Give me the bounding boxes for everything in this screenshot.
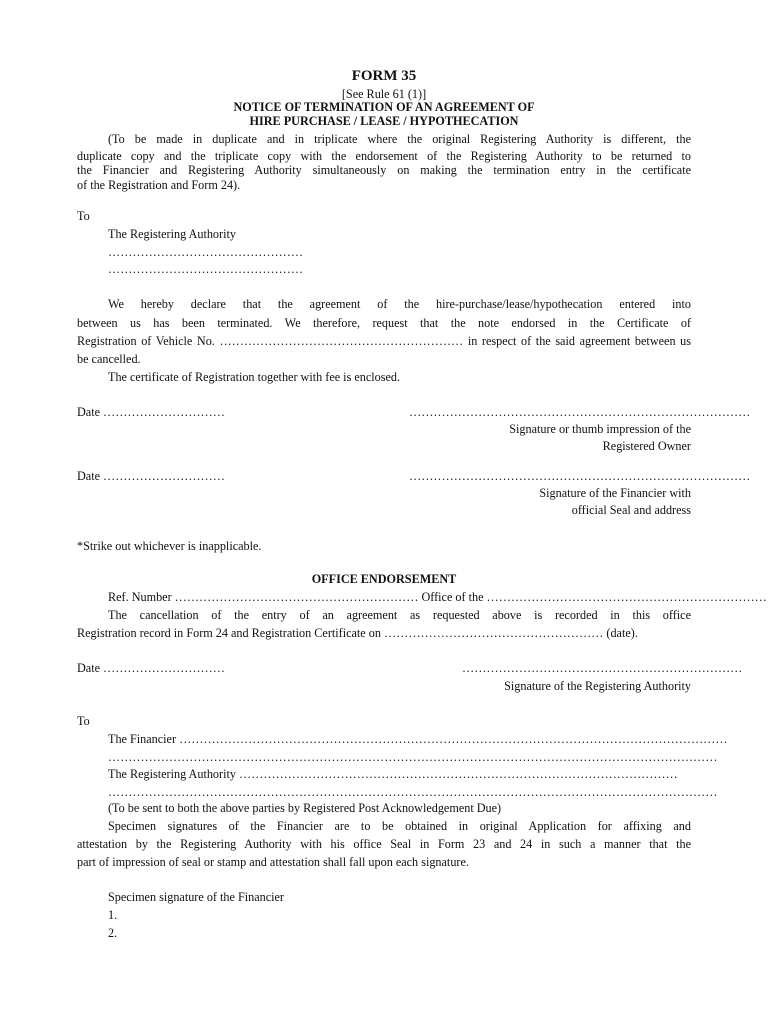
declaration-line-2: between us has been terminated. We therefore, request that the note endorsed in the Certificate of bbox=[77, 316, 691, 330]
endorsement-text-line-1: The cancellation of the entry of an agreement as requested above is recorded in this office bbox=[108, 608, 691, 622]
specimen-signature-heading: Specimen signature of the Financier bbox=[108, 890, 284, 904]
strike-out-note: *Strike out whichever is inapplicable. bbox=[77, 539, 262, 553]
declaration-line-3: Registration of Vehicle No. …………………………………………………… in respect of the said agreement between us bbox=[77, 334, 691, 348]
specimen-item-2: 2. bbox=[108, 926, 118, 940]
authority-signature-caption: Signature of the Registering Authority bbox=[504, 679, 691, 693]
ref-number-line: Ref. Number …………………………………………………… Office of the …………………………………………………………… bbox=[108, 590, 767, 604]
authority-signature-line: …………………………………………………………… bbox=[462, 661, 743, 675]
intro-line-1: (To be made in duplicate and in triplicate where the original Registering Authority is different, the bbox=[108, 132, 691, 146]
specimen-text-line-2: attestation by the Registering Authority with his office Seal in Form 23 and 24 in such a manner that the bbox=[77, 837, 691, 851]
financier-address-line: The Financier ……………………………………………………………………………………………………………………… bbox=[108, 732, 728, 746]
specimen-item-1: 1. bbox=[108, 908, 118, 922]
address-line-2: ………………………………………… bbox=[108, 262, 303, 276]
intro-line-2: duplicate copy and the triplicate copy with the endorsement of the Registering Authority to be returned to bbox=[77, 149, 691, 163]
authority-address-line: The Registering Authority ……………………………………………………………………………………………… bbox=[108, 767, 678, 781]
financier-signature-caption-2: official Seal and address bbox=[571, 503, 691, 517]
financier-date: Date ………………………… bbox=[77, 469, 225, 483]
to-label: To bbox=[77, 209, 90, 223]
intro-line-3: the Financier and Registering Authority simultaneously on making the termination entry in the certificate bbox=[77, 163, 691, 177]
form-title-line-2: HIRE PURCHASE / LEASE / HYPOTHECATION bbox=[249, 114, 519, 128]
financier-dotted-line: …………………………………………………………………………………………………………………………………… bbox=[108, 750, 718, 764]
rule-reference: [See Rule 61 (1)] bbox=[341, 87, 427, 101]
endorsement-date: Date ………………………… bbox=[77, 661, 225, 675]
endorsement-text-line-2: Registration record in Form 24 and Registration Certificate on ……………………………………………… (date). bbox=[77, 626, 638, 640]
enclosure-note: The certificate of Registration together with fee is enclosed. bbox=[108, 370, 401, 384]
owner-signature-line: ………………………………………………………………………… bbox=[409, 405, 751, 419]
declaration-line-1: We hereby declare that the agreement of the hire-purchase/lease/hypothecation entered into bbox=[108, 297, 691, 311]
owner-signature-caption-1: Signature or thumb impression of the bbox=[509, 422, 691, 436]
address-line-1: ………………………………………… bbox=[108, 245, 303, 259]
authority-dotted-line: …………………………………………………………………………………………………………………………………… bbox=[108, 785, 718, 799]
postal-note: (To be sent to both the above parties by Registered Post Acknowledgement Due) bbox=[108, 801, 502, 815]
registering-authority-label: The Registering Authority bbox=[108, 227, 236, 241]
form-title-line-1: NOTICE OF TERMINATION OF AN AGREEMENT OF bbox=[233, 100, 535, 114]
intro-line-4: of the Registration and Form 24). bbox=[77, 178, 241, 192]
specimen-text-line-1: Specimen signatures of the Financier are to be obtained in original Application for affixing and bbox=[108, 819, 691, 833]
form-number: FORM 35 bbox=[351, 68, 417, 84]
owner-signature-caption-2: Registered Owner bbox=[602, 439, 691, 453]
financier-signature-caption-1: Signature of the Financier with bbox=[539, 486, 691, 500]
declaration-line-4: be cancelled. bbox=[77, 352, 141, 366]
to-label-2: To bbox=[77, 714, 90, 728]
financier-signature-line: ………………………………………………………………………… bbox=[409, 469, 751, 483]
specimen-text-line-3: part of impression of seal or stamp and attestation shall fall upon each signature. bbox=[77, 855, 469, 869]
owner-date: Date ………………………… bbox=[77, 405, 225, 419]
office-endorsement-heading: OFFICE ENDORSEMENT bbox=[311, 572, 457, 586]
